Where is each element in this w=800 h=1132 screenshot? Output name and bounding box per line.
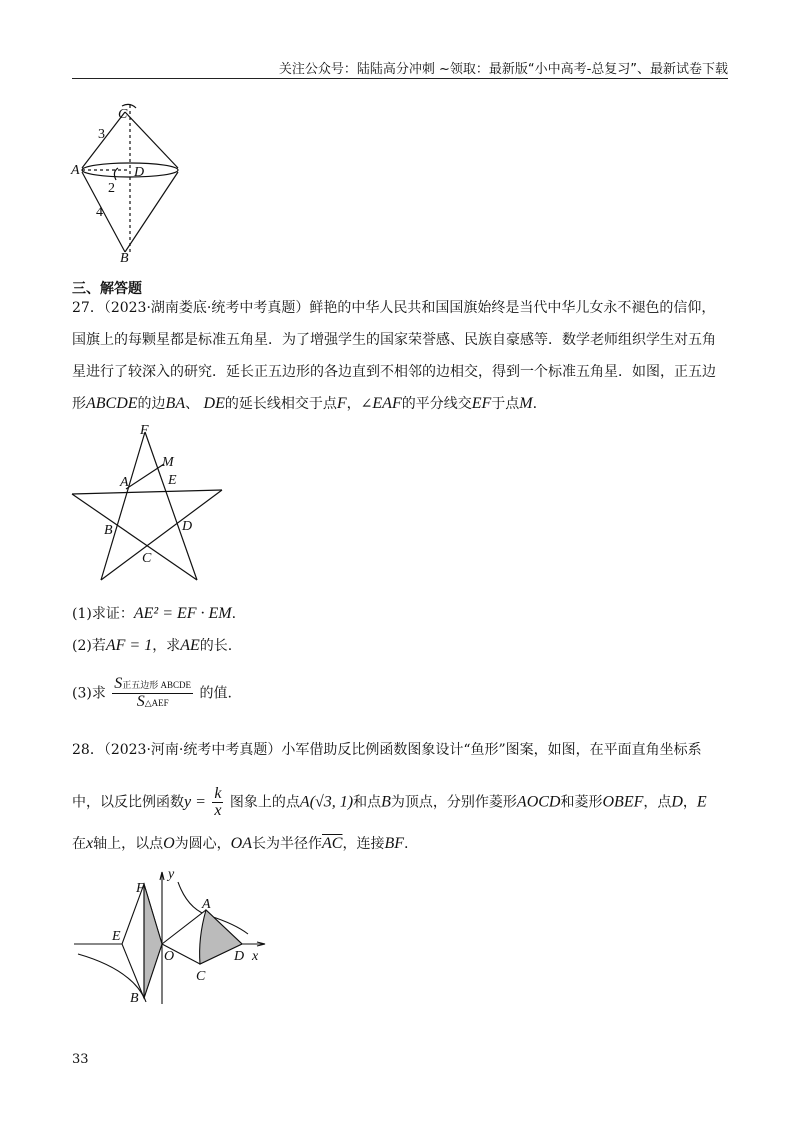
fish-label-F: F <box>136 881 145 896</box>
q28-line3: 在x轴上，以点O为圆心，OA长为半径作$\overline{AC}$，连接BF. <box>72 835 409 852</box>
star-label-M: M <box>162 455 174 470</box>
page-header: 关注公众号：陆陆高分冲刺 ~领取：最新版“小中高考-总复习”、最新试卷下载 <box>278 62 728 77</box>
q28-line2: 中，以反比例函数y = $\frac{k}{x}$ 图象上的点A(√3, 1)和点B为顶点，分别作菱形AOCD和菱形OBEF，点D，E <box>72 785 707 819</box>
q28-line1: 28．（2023·河南·统考中考真题）小军借助反比例函数图象设计“鱼形”图案，如图，在平面直角坐标系 <box>72 742 702 758</box>
star-label-D: D <box>182 519 193 534</box>
label-4: 4 <box>96 205 103 220</box>
star-label-F: F <box>140 423 149 438</box>
label-D: D <box>134 165 145 180</box>
q27-line2: 国旗上的每颗星都是标准五角星．为了增强学生的国家荣誉感、民族自豪感等．数学老师组织学生对五角 <box>72 332 716 348</box>
label-3: 3 <box>98 127 105 142</box>
q27-line1: 27．（2023·湖南娄底·统考中考真题）鲜艳的中华人民共和国国旗始终是当代中华儿女永不褪色的信仰， <box>72 300 716 316</box>
fish-label-B: B <box>130 991 139 1006</box>
fish-label-x: x <box>252 949 259 964</box>
star-label-E: E <box>168 473 177 488</box>
star-label-C: C <box>142 551 152 566</box>
fish-label-C: C <box>196 969 206 984</box>
header-divider <box>72 78 728 79</box>
fish-label-y: y <box>168 867 175 882</box>
page-number: 33 <box>72 1052 89 1067</box>
q27-line3: 星进行了较深入的研究．延长正五边形的各边直到不相邻的边相交，得到一个标准五角星．如图，正五边 <box>72 364 716 380</box>
q27-sub2: (2)若AF = 1，求AE的长. <box>72 637 233 654</box>
fish-label-O: O <box>164 949 175 964</box>
star-label-A: A <box>120 475 129 490</box>
fish-label-E: E <box>112 929 121 944</box>
fish-label-A: A <box>202 897 211 912</box>
star-figure <box>66 420 231 585</box>
label-C: C <box>118 107 128 122</box>
label-2: 2 <box>108 181 115 196</box>
fish-label-D: D <box>234 949 245 964</box>
star-label-B: B <box>104 523 113 538</box>
q27-sub1: (1)求证：AE² = EF · EM. <box>72 605 237 622</box>
section-title: 三、解答题 <box>72 281 142 297</box>
fish-figure <box>70 862 270 1007</box>
area-ratio-fraction: $\frac{\text{S正五边形 ABCDE}}{\text{S△AEF}}$ <box>114 675 192 710</box>
label-A: A <box>71 163 80 178</box>
label-B: B <box>120 251 129 265</box>
cone-figure <box>70 100 190 265</box>
q27-sub3: (3)求 $\frac{\text{S正五边形 ABCDE}}{\text{S△AEF}}$ 的值. <box>72 675 232 710</box>
q27-line4: 形ABCDE的边BA、 DE的延长线相交于点F，∠EAF的平分线交EF于点M. <box>72 395 538 412</box>
